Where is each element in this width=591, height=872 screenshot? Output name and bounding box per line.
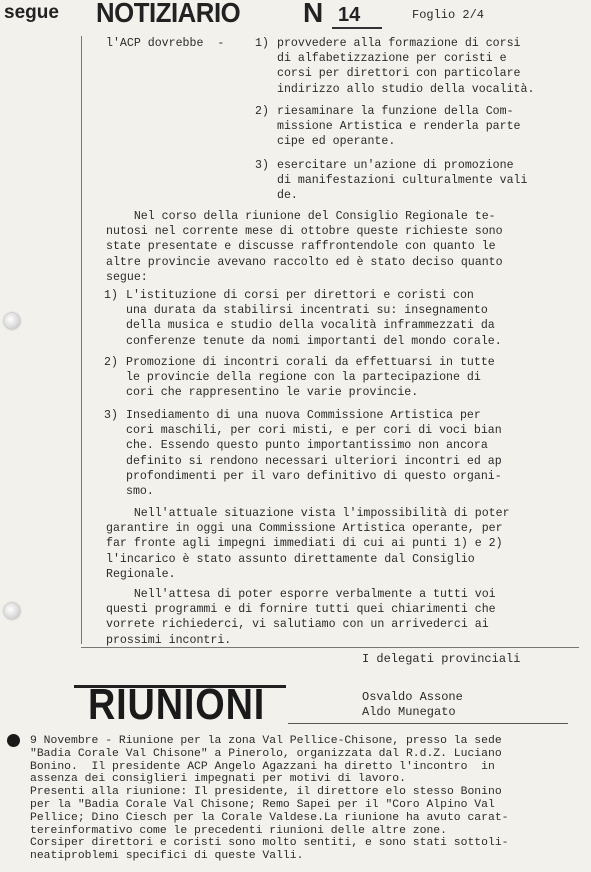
binder-hole-icon — [4, 313, 20, 329]
text-line: Nel corso della riunione del Consiglio Regionale te- — [106, 210, 496, 223]
decision-num: 2) — [104, 356, 118, 369]
paragraph-closing — [106, 587, 496, 648]
paragraph-current-situation — [106, 506, 510, 582]
text-line: questi programmi e di fornire tutti quei chiarimenti che — [106, 603, 496, 617]
text-line: cipe ed operante. — [277, 135, 396, 149]
section-banner-riunioni: RIUNIONI — [88, 680, 266, 729]
text-line: far fronte agli impegni immediati di cui ai punti 1) e 2) — [106, 537, 503, 551]
text-line: segue: — [106, 270, 148, 284]
text-line: della musica e studio della vocalità inframmezzati da — [126, 319, 495, 333]
intro-item-num: 2) — [255, 105, 269, 118]
text-line: Regionale. — [106, 567, 176, 581]
bullet-icon — [7, 734, 20, 747]
decision-3 — [126, 408, 502, 499]
text-line: Nell'attuale situazione vista l'impossibilità di poter — [106, 507, 510, 520]
text-line: cori maschili, per cori misti, e per cori di voci bian — [126, 424, 502, 438]
text-line: l'incarico è stato assunto direttamente dal Consiglio — [106, 552, 475, 566]
text-line: state presentate e discusse raffrontendole con quanto le — [106, 240, 496, 254]
text-line: de. — [277, 189, 298, 203]
text-line: missione Artistica e renderla parte — [277, 120, 521, 134]
text-line: corsi per direttori con particolare — [277, 67, 521, 81]
signature-name: Aldo Munegato — [362, 705, 456, 719]
binder-hole-icon — [4, 603, 20, 619]
issue-number: 14 — [338, 4, 361, 26]
issue-underline — [332, 27, 382, 29]
text-line: prossimi incontri. — [106, 633, 232, 647]
text-line: una durata da stabilirsi incentrati su: insegnamento — [126, 304, 488, 318]
intro-lead: l'ACP dovrebbe - — [106, 37, 225, 50]
text-line: 9 Novembre - Riunione per la zona Val Pellice-Chisone, presso la sede — [30, 735, 502, 747]
text-line: Insediamento di una nuova Commissione Artistica per — [126, 409, 481, 422]
text-line: conferenze tenute da nomi importanti del mondo corale. — [126, 334, 502, 348]
margin-rule — [81, 36, 82, 644]
text-line: Pellice; Dino Ciesch per la Corale Valdese.La riunione ha avuto carat- — [30, 811, 509, 824]
riunioni-report — [30, 735, 509, 863]
newsletter-title: NOTIZIARIO — [96, 0, 241, 28]
paragraph-council-meeting — [106, 209, 503, 285]
text-line: altre provincie avevano raccolto ed è stato deciso quanto — [106, 255, 503, 269]
page-indicator: Foglio 2/4 — [412, 8, 485, 22]
text-line: profondimenti per il varo definitivo di questo organi- — [126, 469, 502, 483]
banner-rule — [288, 723, 568, 724]
text-line: garantire in oggi una Commissione Artistica operante, per — [106, 522, 503, 536]
text-line: indirizzo allo studio della vocalità. — [277, 82, 535, 96]
text-line: "Badia Corale Val Chisone" a Pinerolo, organizzata dal R.d.Z. Luciano — [30, 747, 502, 760]
intro-item-2 — [277, 104, 521, 150]
text-line: Bonino. Il presidente ACP Angelo Agazzani ha diretto l'incontro in — [30, 760, 495, 773]
text-line: per la "Badia Corale Val Chisone; Remo Sapei per il "Coro Alpino Val — [30, 798, 495, 811]
decision-1 — [126, 288, 502, 349]
decision-2 — [126, 355, 495, 401]
text-line: che. Essendo questo punto importantissimo non ancora — [126, 439, 488, 453]
header-segue: segue — [4, 2, 59, 23]
text-line: smo. — [126, 485, 154, 499]
text-line: neatiproblemi specifici di queste Valli. — [30, 850, 304, 863]
text-line: nutosi nel corrente mese di ottobre queste richieste sono — [106, 225, 503, 239]
text-line: di alfabetizzazione per coristi e — [277, 52, 507, 66]
text-line: riesaminare la funzione della Com- — [277, 105, 514, 118]
text-line: L'istituzione di corsi per direttori e coristi con — [126, 289, 474, 302]
text-line: Nell'attesa di poter esporre verbalmente a tutti voi — [106, 588, 496, 601]
text-line: assenza dei consiglieri impegnati per motivi di lavoro. — [30, 773, 406, 786]
decision-num: 1) — [104, 289, 118, 302]
text-line: esercitare un'azione di promozione — [277, 159, 514, 172]
signature-name: Osvaldo Assone — [362, 690, 463, 704]
text-line: le provincie della regione con la partecipazione di — [126, 371, 481, 385]
text-line: provvedere alla formazione di corsi — [277, 37, 521, 50]
issue-label: N — [303, 0, 324, 28]
intro-item-num: 1) — [255, 37, 269, 50]
text-line: vorrete richiederci, vi salutiamo con un arrivederci ai — [106, 618, 489, 632]
decision-num: 3) — [104, 409, 118, 422]
text-line: di manifestazioni culturalmente vali — [277, 174, 528, 188]
text-line: Promozione di incontri corali da effettuarsi in tutte — [126, 356, 495, 369]
text-line: definito si rendono necessari ulteriori incontri ed ap — [126, 454, 502, 468]
text-line: cori che rappresentino le varie provincie. — [126, 386, 419, 400]
intro-item-1 — [277, 36, 534, 97]
signature-label: I delegati provinciali — [362, 652, 521, 666]
intro-item-3 — [277, 158, 527, 204]
text-line: Corsiper direttori e coristi sono molto sentiti, e sono stati sottoli- — [30, 837, 509, 850]
intro-item-num: 3) — [255, 159, 269, 172]
text-line: Presenti alla riunione: Il presidente, il direttore elo stesso Bonino — [30, 786, 502, 799]
text-line: tereinformativo come le precedenti riunioni delle altre zone. — [30, 824, 447, 837]
